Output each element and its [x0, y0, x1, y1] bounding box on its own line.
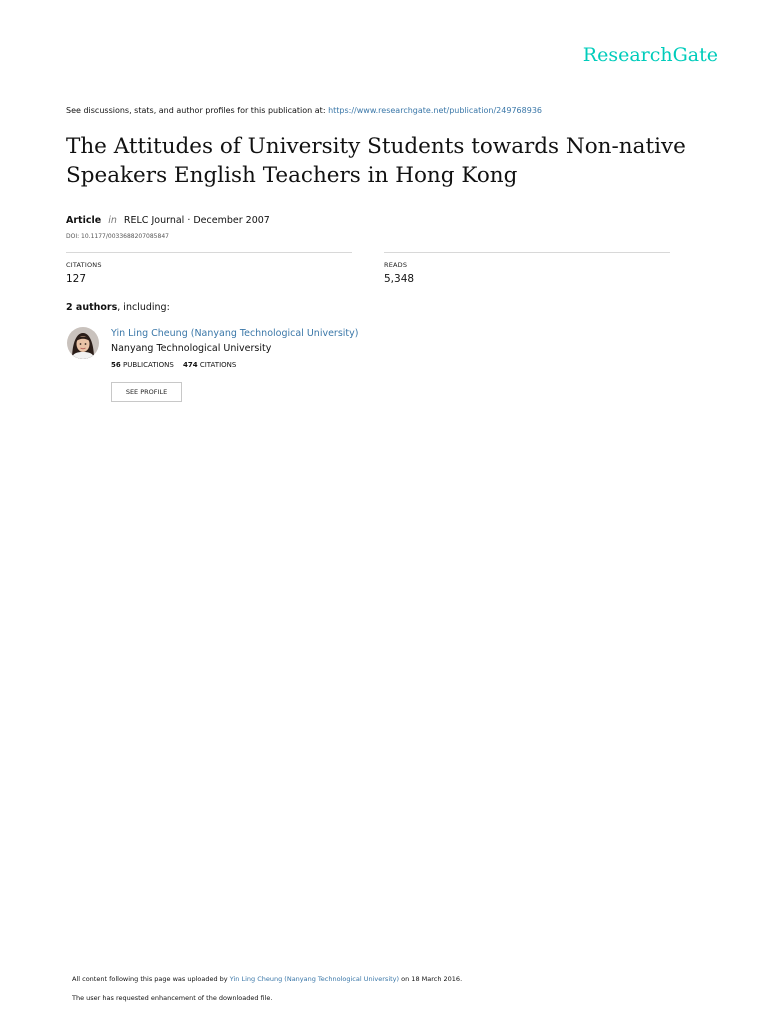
researchgate-logo[interactable]: ResearchGate	[582, 44, 718, 66]
enhancement-note: The user has requested enhancement of the downloaded file.	[72, 994, 273, 1002]
author-publications-count: 56	[111, 361, 121, 369]
publication-title: The Attitudes of University Students towards Non-native Speakers English Teachers in Hong Kong	[66, 134, 686, 188]
reads-value: 5,348	[384, 273, 415, 285]
reads-label: READS	[384, 261, 408, 269]
publication-url-link[interactable]: https://www.researchgate.net/publication/249768936	[328, 106, 542, 115]
author-stats	[111, 361, 358, 369]
citations-value: 127	[66, 273, 87, 285]
publication-type: Article	[66, 215, 102, 226]
author-institution: Nanyang Technological University	[111, 343, 272, 354]
author-avatar[interactable]	[67, 327, 99, 359]
author-photo-icon	[67, 327, 99, 359]
publication-venue: RELC Journal · December 2007	[123, 215, 270, 226]
authors-count: 2 authors	[66, 302, 118, 313]
uploaded-suffix: on 18 March 2016.	[401, 975, 463, 983]
publication-doi: DOI: 10.1177/0033688207085847	[66, 233, 169, 240]
uploader-link[interactable]: Yin Ling Cheung (Nanyang Technological University)	[229, 975, 400, 983]
author-citations-count: 474	[183, 361, 198, 369]
citations-label: CITATIONS	[66, 261, 102, 269]
discussion-prefix: See discussions, stats, and author profiles for this publication at:	[66, 106, 326, 115]
authors-summary	[66, 302, 170, 313]
see-profile-button[interactable]: SEE PROFILE	[111, 382, 182, 402]
uploaded-prefix: All content following this page was uploaded by	[72, 975, 228, 983]
author-name-link[interactable]: Yin Ling Cheung (Nanyang Technological University)	[111, 328, 359, 339]
authors-including: , including:	[117, 302, 170, 313]
author-publications-label: PUBLICATIONS	[122, 361, 174, 369]
discussion-line	[66, 106, 542, 115]
in-label: in	[108, 215, 117, 226]
uploaded-note	[72, 975, 462, 983]
publication-meta	[66, 215, 270, 226]
author-card	[111, 328, 358, 369]
citations-stat	[66, 252, 352, 285]
reads-stat	[384, 252, 670, 285]
author-citations-label: CITATIONS	[199, 361, 237, 369]
